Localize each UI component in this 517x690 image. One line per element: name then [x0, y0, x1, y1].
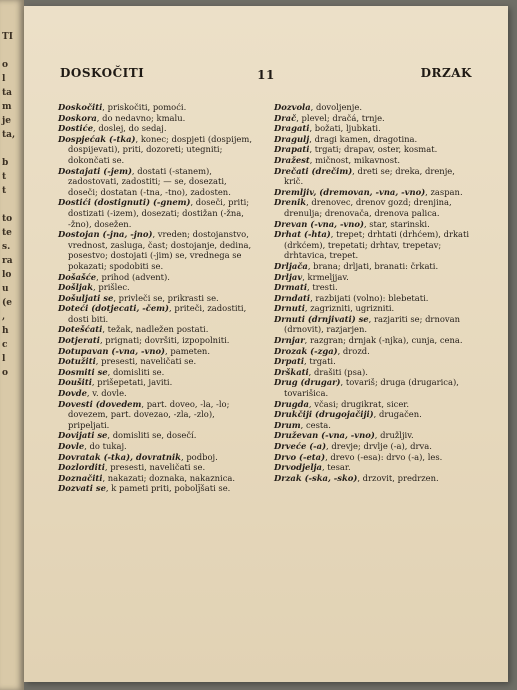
- entry-headword: Dostojan (-jna, -jno): [58, 229, 153, 240]
- entry-headword: Dotjerati: [58, 335, 100, 346]
- dictionary-entry: [58, 441, 258, 452]
- entry-headword: Druževan (-vna, -vno): [274, 430, 375, 441]
- entry-definition: , krmeljjav.: [302, 271, 349, 282]
- dictionary-entry: [58, 272, 258, 283]
- entry-definition: , drevo (-esa): drvo (-a), les.: [325, 451, 443, 462]
- entry-headword: Dragulj: [274, 133, 310, 144]
- entry-headword: Dražest: [274, 154, 310, 165]
- entry-headword: Dozvola: [274, 102, 311, 112]
- entry-headword: Drnuti: [274, 303, 305, 314]
- running-head: [60, 66, 472, 86]
- entry-definition: , drevje; drvlje (-a), drva.: [326, 441, 432, 451]
- entry-definition: , težak, nadležen postati.: [102, 324, 209, 335]
- entry-headword: Drvodjelja: [274, 462, 322, 473]
- entry-headword: Drveće (-a): [274, 441, 327, 451]
- entry-headword: Doskora: [58, 112, 97, 123]
- entry-definition: , drozd.: [337, 345, 370, 356]
- entry-headword: Drvo (-eta): [274, 451, 326, 462]
- entry-definition: , zaspan.: [425, 186, 463, 197]
- dictionary-entry: [274, 272, 474, 283]
- dictionary-entry: [274, 452, 474, 463]
- dictionary-entry: [58, 388, 258, 399]
- dictionary-entry: [274, 123, 474, 134]
- entry-definition: , konec; dospjeti (dospijem, dospijevati), priti, dozoreti; utegniti; dokončati se.: [68, 133, 252, 165]
- left-guide-word: DOSKOČITI: [60, 66, 145, 80]
- dictionary-entry: [274, 462, 474, 473]
- dictionary-entry: [58, 452, 258, 463]
- dictionary-entry: [58, 483, 258, 494]
- dictionary-entry: [274, 229, 474, 261]
- dictionary-entry: [58, 197, 258, 229]
- dictionary-entry: [58, 335, 258, 346]
- entry-headword: Dragati: [274, 123, 310, 134]
- entry-headword: Došašće: [58, 271, 97, 282]
- dictionary-entry: [274, 102, 474, 113]
- entry-definition: , doslej, do sedaj.: [93, 123, 167, 134]
- dictionary-entry: [58, 102, 258, 113]
- entry-definition: , drugačen.: [373, 409, 422, 420]
- dictionary-entry: [58, 346, 258, 357]
- entry-definition: , doseči, priti; dostizati (-izem), dosezati; dostižan (-žna, -žno), dosežen.: [68, 197, 250, 229]
- entry-headword: Drug (drugar): [274, 377, 341, 388]
- entry-headword: Dotešćati: [58, 324, 103, 335]
- dictionary-entry: [274, 155, 474, 166]
- entry-headword: Doteći (dotjecati, -čem): [58, 303, 170, 314]
- dictionary-entry: [274, 282, 474, 293]
- entry-headword: Dovde: [58, 388, 87, 399]
- entry-definition: , do tukaj.: [84, 441, 127, 451]
- dictionary-entry: [274, 356, 474, 367]
- dictionary-entry: [58, 303, 258, 324]
- entry-headword: Drapati: [274, 144, 310, 155]
- dictionary-entry: [274, 219, 474, 230]
- left-column: [58, 102, 258, 494]
- entry-headword: Drukčiji (drugojačiji): [274, 409, 374, 420]
- dictionary-entry: [274, 293, 474, 304]
- entry-headword: Dozlorditi: [58, 462, 105, 473]
- dictionary-entry: [274, 430, 474, 441]
- entry-definition: , domisliti se.: [107, 366, 165, 377]
- entry-definition: , razbijati (volno): blebetati.: [310, 292, 429, 303]
- entry-headword: Drpati: [274, 356, 305, 367]
- dictionary-entry: [274, 377, 474, 398]
- entry-definition: , včasi; drugikrat, sicer.: [308, 398, 410, 409]
- entry-definition: , trgati; drapav, oster, kosmat.: [309, 144, 438, 155]
- dictionary-entry: [274, 261, 474, 272]
- dictionary-entry: [58, 430, 258, 441]
- entry-definition: , božati, ljubkati.: [309, 123, 381, 134]
- entry-definition: , dragi kamen, dragotina.: [309, 133, 418, 144]
- dictionary-entry: [274, 420, 474, 431]
- entry-headword: Drač: [274, 112, 297, 123]
- entry-headword: Drnuti (drnjivati) se: [274, 313, 369, 324]
- dictionary-entry: [274, 335, 474, 346]
- dictionary-entry: [58, 473, 258, 484]
- entry-definition: , presesti, naveličati se.: [95, 356, 197, 367]
- page-number: 11: [257, 68, 275, 82]
- entry-headword: Dostajati (-jem): [58, 165, 132, 176]
- entry-definition: , dreti se; dreka, drenje, krič.: [284, 165, 455, 187]
- entry-definition: , presesti, naveličati se.: [104, 462, 206, 473]
- entry-definition: , dostati (-stanem), zadostovati, zadostiti; — se, dosezati, doseči; dostatan (-tna, -tno), zadosten.: [68, 165, 231, 197]
- entry-headword: Drečati (drečim): [274, 165, 353, 176]
- right-guide-word: DRZAK: [420, 66, 472, 80]
- entry-headword: Dovijati se: [58, 430, 108, 441]
- dictionary-entry: [274, 409, 474, 420]
- adjacent-page-edge: [0, 0, 24, 690]
- dictionary-entry: [274, 314, 474, 335]
- dictionary-entry: [58, 134, 258, 166]
- entry-headword: Drzak (-ska, -sko): [274, 472, 358, 483]
- entry-definition: , tovariš; druga (drugarica), tovarišica.: [284, 377, 459, 399]
- entry-headword: Drškati: [274, 366, 309, 377]
- entry-definition: , do nedavno; kmalu.: [96, 112, 186, 123]
- dictionary-entry: [58, 229, 258, 271]
- entry-headword: Dremljiv, (dremovan, -vna, -vno): [274, 186, 426, 197]
- entry-definition: , razjariti se; drnovan (drnovit), razjarjen.: [284, 313, 460, 335]
- entry-definition: , v. dovle.: [86, 388, 127, 399]
- entry-definition: , prišlec.: [93, 282, 130, 293]
- dictionary-entry: [58, 462, 258, 473]
- entry-headword: Doznačiti: [58, 472, 103, 483]
- entry-headword: Dospjećak (-tka): [58, 133, 136, 144]
- dictionary-entry: [58, 282, 258, 293]
- entry-definition: , pameten.: [165, 345, 210, 356]
- entry-definition: , star, starinski.: [363, 218, 430, 229]
- entry-headword: Drljav: [274, 271, 303, 282]
- dictionary-entry: [58, 166, 258, 198]
- entry-headword: Drndati: [274, 292, 311, 303]
- entry-headword: Drljača: [274, 260, 308, 271]
- entry-definition: , tresti.: [307, 282, 338, 293]
- entry-definition: , domisliti se, dosečí.: [107, 430, 197, 441]
- dictionary-entry: [274, 303, 474, 314]
- entry-definition: , plevel; dračá, trnje.: [296, 112, 385, 123]
- entry-headword: Drnjar: [274, 335, 305, 346]
- entry-definition: , part. doveo, -la, -lo; dovezem, part. dovezao, -zla, -zlo), pripeljati.: [68, 398, 230, 430]
- entry-headword: Doskočiti: [58, 102, 103, 112]
- entry-headword: Drenik: [274, 197, 307, 208]
- dictionary-entry: [274, 197, 474, 218]
- entry-definition: , zagrizniti, ugrizniti.: [304, 303, 395, 314]
- dictionary-entry: [274, 473, 474, 484]
- entry-definition: , brana; drljati, branati: črkati.: [307, 260, 439, 271]
- dictionary-entry: [58, 113, 258, 124]
- entry-headword: Dovle: [58, 441, 85, 451]
- entry-headword: Dozvati se: [58, 483, 106, 494]
- dictionary-entry: [58, 356, 258, 367]
- entry-definition: , prišepetati, javiti.: [91, 377, 173, 388]
- entry-definition: , podboj.: [181, 451, 218, 462]
- entry-headword: Dotupavan (-vna, -vno): [58, 345, 166, 356]
- entry-definition: , družljiv.: [374, 430, 414, 441]
- adjacent-page-text: TI o l ta m je ta, b t t to te s. ra lo u (e , h c l o: [2, 32, 16, 378]
- dictionary-entry: [274, 134, 474, 145]
- entry-definition: , dovoljenje.: [310, 102, 363, 112]
- dictionary-entry: [58, 123, 258, 134]
- entry-headword: Došljak: [58, 282, 94, 293]
- dictionary-entry: [58, 367, 258, 378]
- entry-definition: , cesta.: [300, 419, 331, 430]
- entry-headword: Dostiće: [58, 123, 94, 134]
- entry-headword: Dostići (dostignuti) (-gnem): [58, 197, 191, 208]
- entry-definition: , trepet; drhtati (drhćem), drkati (drkćem), trepetati; drhtav, trepetav; drhtavica, trepet.: [284, 229, 470, 261]
- dictionary-entry: [274, 346, 474, 357]
- dictionary-entry: [274, 113, 474, 124]
- entry-headword: Dovesti (dovedem: [58, 398, 142, 409]
- entry-headword: Drevan (-vna, -vno): [274, 218, 364, 229]
- dictionary-entry: [58, 377, 258, 388]
- entry-definition: , privleči se, prikrasti se.: [113, 292, 219, 303]
- entry-headword: Drozak (-zga): [274, 345, 338, 356]
- entry-definition: , tesar.: [321, 462, 351, 473]
- entry-definition: , k pameti priti, pobolj̄šati se.: [105, 483, 231, 494]
- entry-definition: , trgati.: [304, 356, 336, 367]
- entry-definition: , razgran; drnjak (-njka), cunja, cena.: [304, 335, 463, 346]
- entry-headword: Drmati: [274, 282, 308, 293]
- dictionary-entry: [58, 324, 258, 335]
- dictionary-entry: [274, 367, 474, 378]
- entry-headword: Drugda: [274, 398, 309, 409]
- entry-headword: Drum: [274, 419, 301, 430]
- entry-definition: , priteči, zadostiti, dosti biti.: [68, 303, 247, 324]
- entry-definition: , mičnost, mikavnost.: [309, 154, 401, 165]
- dictionary-entry: [274, 399, 474, 410]
- entry-definition: , prignati; dovršiti, izpopolniti.: [99, 335, 230, 346]
- entry-definition: , drašiti (psa).: [308, 366, 368, 377]
- dictionary-page: [24, 6, 508, 682]
- entry-definition: , prihod (advent).: [96, 271, 170, 282]
- dictionary-entry: [58, 399, 258, 431]
- entry-definition: , priskočiti, pomoći.: [102, 102, 187, 112]
- entry-definition: , drenovec, drenov gozd; drenjina, drenulja; drenovača, drenova palica.: [284, 197, 452, 218]
- entry-headword: Doušiti: [58, 377, 92, 388]
- dictionary-entry: [274, 441, 474, 452]
- entry-headword: Dovratak (-tka), dovratnik: [58, 451, 181, 462]
- right-column: [274, 102, 474, 483]
- entry-headword: Došuljati se: [58, 292, 114, 303]
- entry-headword: Drhat (-hta): [274, 229, 331, 240]
- entry-headword: Dosmiti se: [58, 366, 108, 377]
- entry-headword: Dotužiti: [58, 356, 96, 367]
- entry-definition: , drzovit, predrzen.: [357, 472, 439, 483]
- dictionary-entry: [274, 166, 474, 187]
- entry-definition: , vreden; dostojanstvo, vrednost, zasluga, čast; dostojanje, dedina, posestvo; dostojati (-jim) se, vrednega se pokazati; spodobiti se.: [68, 229, 252, 271]
- entry-definition: , nakazati; doznaka, nakaznica.: [102, 472, 236, 483]
- dictionary-entry: [274, 144, 474, 155]
- dictionary-entry: [58, 293, 258, 304]
- dictionary-entry: [274, 187, 474, 198]
